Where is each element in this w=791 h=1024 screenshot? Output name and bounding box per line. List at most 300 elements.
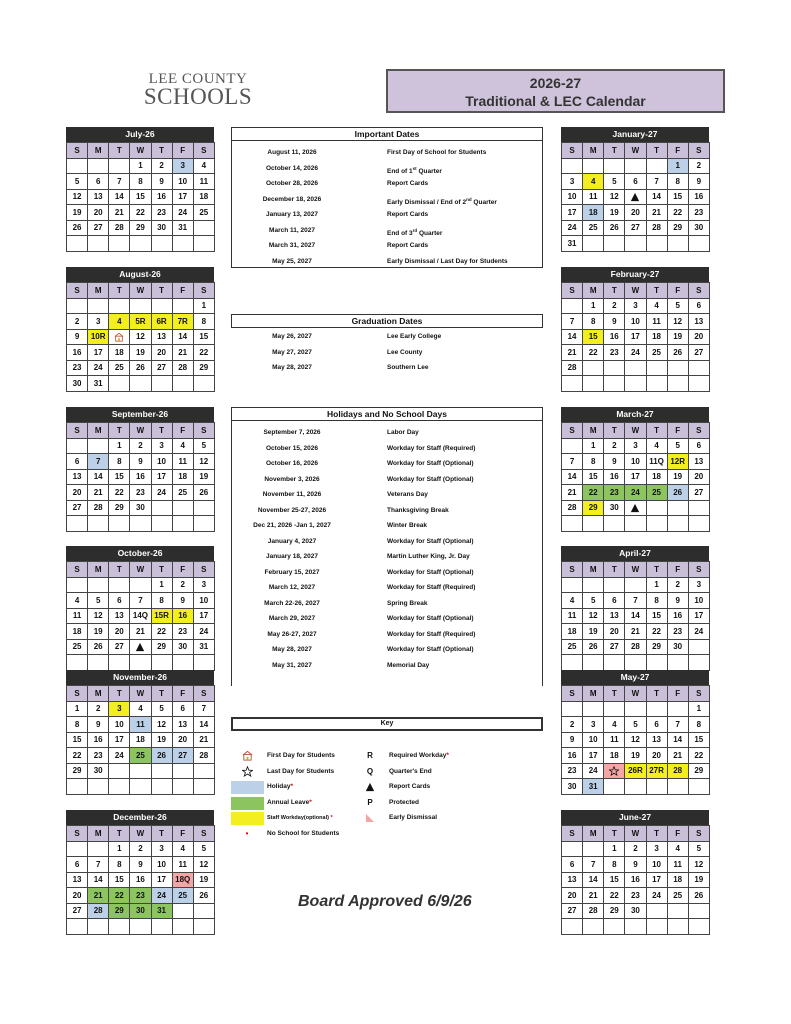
day-cell: 30 <box>88 763 109 779</box>
day-cell: 10 <box>625 314 646 330</box>
key-label-text: No School for Students <box>267 829 340 837</box>
day-cell: 13 <box>109 608 130 624</box>
day-cell <box>688 500 709 516</box>
weekday-label: M <box>583 283 604 299</box>
day-cell: 4 <box>130 701 151 717</box>
day-cell <box>583 158 604 174</box>
week-row <box>67 500 215 516</box>
day-cell: 24 <box>625 485 646 501</box>
day-cell: 26 <box>688 888 709 904</box>
day-cell: 12 <box>688 857 709 873</box>
ordinal-suffix: nd <box>466 196 472 202</box>
day-cell: 12 <box>604 189 625 205</box>
day-cell <box>646 919 667 935</box>
day-cell: 18 <box>646 469 667 485</box>
key-label-text: Protected <box>389 798 419 806</box>
weekday-label: M <box>88 826 109 842</box>
day-cell: 8 <box>688 717 709 733</box>
weekday-label: T <box>604 423 625 439</box>
day-cell: 20 <box>646 748 667 764</box>
red-dot-icon: • <box>245 828 249 838</box>
day-cell: 9 <box>688 174 709 190</box>
day-cell <box>667 236 688 252</box>
day-cell: 17 <box>625 469 646 485</box>
day-cell: 20 <box>625 205 646 221</box>
month-header: August-26 <box>66 267 214 282</box>
day-cell: 4 <box>172 841 193 857</box>
day-cell: 17 <box>151 872 172 888</box>
day-cell <box>172 655 193 671</box>
star-icon <box>609 766 619 775</box>
month-calendar-march-27 <box>561 407 709 532</box>
day-cell: 17 <box>646 872 667 888</box>
day-cell <box>130 919 151 935</box>
key-label-text: Early Dismissal <box>389 814 438 821</box>
date-text: January 18, 2027 <box>265 553 319 560</box>
weekday-label: T <box>151 143 172 159</box>
day-cell: 27 <box>109 639 130 655</box>
day-cell: 21 <box>562 345 583 361</box>
date-text: February 15, 2027 <box>264 568 320 576</box>
day-cell: 10 <box>193 593 214 609</box>
week-row <box>562 174 710 190</box>
day-cell <box>604 919 625 935</box>
key-label <box>389 781 430 793</box>
week-row <box>67 763 215 779</box>
date-row <box>231 240 543 252</box>
date-text: January 13, 2027 <box>265 211 319 218</box>
day-cell: 6R <box>151 314 172 330</box>
day-cell: 29 <box>688 763 709 779</box>
day-cell: 8 <box>583 454 604 470</box>
day-cell: 26 <box>193 485 214 501</box>
day-cell: 24 <box>109 748 130 764</box>
day-cell: 2 <box>130 438 151 454</box>
day-cell: 5 <box>193 841 214 857</box>
day-cell: 28 <box>646 220 667 236</box>
day-cell: 16 <box>172 608 193 624</box>
week-row <box>67 779 215 795</box>
day-cell <box>88 577 109 593</box>
event-suffix: Quarter <box>417 229 443 237</box>
key-label <box>267 797 312 809</box>
day-cell: 11Q <box>646 454 667 470</box>
weekday-row <box>67 686 215 702</box>
day-cell <box>130 655 151 671</box>
weekday-label: S <box>688 423 709 439</box>
day-cell: 22 <box>193 345 214 361</box>
day-cell <box>625 779 646 795</box>
day-cell: 16 <box>667 608 688 624</box>
day-cell: 29 <box>193 360 214 376</box>
date-row <box>231 582 543 594</box>
key-letter-symbol: Q <box>366 766 374 776</box>
month-header: December-26 <box>66 810 214 825</box>
day-cell <box>88 236 109 252</box>
event-label: Labor Day <box>387 429 419 436</box>
day-cell: 27 <box>562 903 583 919</box>
logo-line-1: LEE COUNTY <box>148 71 248 87</box>
date-row <box>231 489 543 501</box>
day-cell: 22 <box>67 748 88 764</box>
month-header: February-27 <box>561 267 709 282</box>
month-grid <box>66 561 215 671</box>
month-grid <box>561 825 710 935</box>
day-cell: 29 <box>67 763 88 779</box>
month-header: April-27 <box>561 546 709 561</box>
day-cell: 17 <box>151 469 172 485</box>
event-label: Veterans Day <box>387 491 428 498</box>
day-cell: 13 <box>604 608 625 624</box>
day-cell: 27 <box>151 360 172 376</box>
week-row <box>67 701 215 717</box>
day-cell: 23 <box>67 360 88 376</box>
day-cell <box>646 360 667 376</box>
weekday-label: T <box>604 283 625 299</box>
month-calendar-january-27 <box>561 127 709 252</box>
weekday-label: S <box>562 686 583 702</box>
day-cell <box>88 841 109 857</box>
day-cell <box>172 516 193 532</box>
day-cell <box>562 516 583 532</box>
weekday-label: W <box>625 283 646 299</box>
day-cell: 10 <box>151 857 172 873</box>
day-cell <box>688 360 709 376</box>
day-cell <box>604 577 625 593</box>
week-row <box>562 360 710 376</box>
day-cell: 1 <box>109 841 130 857</box>
day-cell: 10R <box>88 329 109 345</box>
day-cell: 1 <box>583 438 604 454</box>
day-cell <box>646 903 667 919</box>
day-cell <box>67 841 88 857</box>
month-grid <box>66 282 215 392</box>
day-cell <box>625 189 646 205</box>
event-label: End of 1 <box>387 167 413 175</box>
day-cell: 26 <box>88 639 109 655</box>
day-cell: 28 <box>172 360 193 376</box>
day-cell: 7 <box>583 857 604 873</box>
day-cell <box>67 919 88 935</box>
day-cell: 25 <box>109 360 130 376</box>
weekday-label: S <box>193 143 214 159</box>
calendar-subtitle: Traditional & LEC Calendar <box>465 93 646 109</box>
weekday-row <box>67 562 215 578</box>
day-cell: 1 <box>151 577 172 593</box>
day-cell: 30 <box>604 500 625 516</box>
event-label: First Day of School for Students <box>387 149 487 156</box>
day-cell <box>667 903 688 919</box>
date-row <box>231 474 543 486</box>
day-cell: 25 <box>193 205 214 221</box>
month-header: January-27 <box>561 127 709 142</box>
day-cell: 10 <box>646 857 667 873</box>
date-text: December 18, 2026 <box>262 195 322 203</box>
day-cell: 18 <box>193 189 214 205</box>
day-cell: 20 <box>67 485 88 501</box>
day-cell: 19 <box>583 624 604 640</box>
day-cell <box>109 516 130 532</box>
week-row <box>562 763 710 779</box>
day-cell: 8 <box>151 593 172 609</box>
day-cell: 16 <box>151 189 172 205</box>
day-cell <box>88 438 109 454</box>
day-cell <box>625 701 646 717</box>
weekday-label: M <box>88 686 109 702</box>
week-row <box>67 376 215 392</box>
day-cell: 5 <box>67 174 88 190</box>
yellow-swatch <box>231 812 264 825</box>
day-cell: 9 <box>88 717 109 733</box>
day-cell: 14 <box>667 732 688 748</box>
date-row <box>231 629 543 641</box>
day-cell: 27 <box>88 220 109 236</box>
day-cell: 31 <box>562 236 583 252</box>
date-row <box>231 163 543 175</box>
day-cell: 9 <box>625 857 646 873</box>
week-row <box>67 748 215 764</box>
day-cell: 31 <box>88 376 109 392</box>
week-row <box>562 857 710 873</box>
weekday-label: W <box>625 562 646 578</box>
day-cell: 6 <box>688 298 709 314</box>
day-cell: 4 <box>172 438 193 454</box>
key-header: Key <box>231 717 543 731</box>
day-cell <box>193 903 214 919</box>
day-cell: 19 <box>193 872 214 888</box>
day-cell: 5 <box>667 298 688 314</box>
day-cell: 30 <box>688 220 709 236</box>
weekday-row <box>562 283 710 299</box>
day-cell: 10 <box>583 732 604 748</box>
event-text <box>387 629 543 641</box>
date-text: November 3, 2026 <box>264 475 320 483</box>
day-cell <box>151 763 172 779</box>
day-cell: 3 <box>625 438 646 454</box>
month-grid <box>66 142 215 252</box>
day-cell: 12 <box>193 454 214 470</box>
day-cell <box>172 763 193 779</box>
day-cell <box>625 376 646 392</box>
day-cell: 28 <box>88 500 109 516</box>
week-row <box>67 624 215 640</box>
event-text <box>387 520 543 532</box>
event-text <box>387 505 543 517</box>
day-cell: 9 <box>151 174 172 190</box>
day-cell: 7 <box>130 593 151 609</box>
key-label <box>267 766 334 778</box>
key-label-text: Staff Workday(optional) <box>267 815 329 821</box>
event-label: Southern Lee <box>387 364 429 371</box>
event-text <box>387 147 543 159</box>
day-cell: 6 <box>688 438 709 454</box>
date-text: September 7, 2026 <box>263 429 321 436</box>
day-cell: 15 <box>583 469 604 485</box>
day-cell <box>583 236 604 252</box>
event-label: Workday for Staff (Required) <box>387 584 476 591</box>
month-calendar-october-26 <box>66 546 214 671</box>
event-label: Workday for Staff (Optional) <box>387 537 474 545</box>
day-cell <box>604 779 625 795</box>
day-cell: 11 <box>172 454 193 470</box>
day-cell: 23 <box>151 205 172 221</box>
day-cell: 5 <box>193 438 214 454</box>
day-cell <box>88 516 109 532</box>
month-calendar-november-26 <box>66 670 214 795</box>
weekday-label: W <box>130 283 151 299</box>
date-text: May 28, 2027 <box>272 646 312 653</box>
day-cell: 29 <box>583 500 604 516</box>
day-cell: 14 <box>193 717 214 733</box>
weekday-label: W <box>625 826 646 842</box>
weekday-row <box>67 283 215 299</box>
event-label: Spring Break <box>387 599 428 607</box>
day-cell <box>667 779 688 795</box>
day-cell: 22 <box>130 205 151 221</box>
key-letter-symbol: R <box>367 751 373 760</box>
day-cell: 18 <box>583 205 604 221</box>
week-row <box>67 360 215 376</box>
weekday-label: S <box>562 423 583 439</box>
key-label <box>267 750 335 762</box>
day-cell: 5R <box>130 314 151 330</box>
day-cell: 3 <box>193 577 214 593</box>
day-cell <box>646 376 667 392</box>
day-cell <box>688 779 709 795</box>
day-cell <box>625 919 646 935</box>
month-calendar-august-26 <box>66 267 214 392</box>
week-row <box>562 701 710 717</box>
day-cell <box>109 329 130 345</box>
day-cell: 27 <box>172 748 193 764</box>
event-label: Martin Luther King, Jr. Day <box>387 553 470 560</box>
weekday-label: S <box>688 562 709 578</box>
day-cell <box>604 158 625 174</box>
date-text: May 26-27, 2027 <box>267 630 317 638</box>
day-cell <box>172 236 193 252</box>
week-row <box>562 345 710 361</box>
day-cell: 7 <box>109 174 130 190</box>
day-cell: 14 <box>562 329 583 345</box>
day-cell: 17 <box>109 732 130 748</box>
day-cell: 25 <box>562 639 583 655</box>
month-header: September-26 <box>66 407 214 422</box>
day-cell <box>646 701 667 717</box>
weekday-row <box>67 826 215 842</box>
day-cell: 26 <box>583 639 604 655</box>
date-text: October 16, 2026 <box>265 460 319 467</box>
day-cell: 20 <box>688 469 709 485</box>
month-calendar-may-27 <box>561 670 709 795</box>
day-cell <box>604 376 625 392</box>
day-cell <box>151 376 172 392</box>
day-cell <box>109 577 130 593</box>
day-cell: 8 <box>646 593 667 609</box>
weekday-label: F <box>667 562 688 578</box>
day-cell: 22 <box>583 485 604 501</box>
day-cell: 12 <box>88 608 109 624</box>
day-cell: 25 <box>646 485 667 501</box>
day-cell <box>625 516 646 532</box>
day-cell: 24 <box>562 220 583 236</box>
day-cell: 7 <box>625 593 646 609</box>
day-cell: 12 <box>583 608 604 624</box>
day-cell: 28 <box>583 903 604 919</box>
day-cell <box>625 236 646 252</box>
day-cell: 30 <box>625 903 646 919</box>
week-row <box>562 577 710 593</box>
ordinal-suffix: st <box>412 165 417 171</box>
day-cell: 20 <box>172 732 193 748</box>
event-text <box>387 644 543 656</box>
day-cell: 12R <box>667 454 688 470</box>
weekday-label: S <box>688 143 709 159</box>
date-row <box>231 458 543 470</box>
weekday-label: M <box>583 423 604 439</box>
date-row <box>231 536 543 548</box>
week-row <box>67 655 215 671</box>
day-cell: 24 <box>88 360 109 376</box>
event-text <box>387 209 543 221</box>
day-cell <box>109 763 130 779</box>
day-cell: 2 <box>667 577 688 593</box>
month-calendar-december-26 <box>66 810 214 935</box>
weekday-label: T <box>151 423 172 439</box>
day-cell: 4 <box>193 158 214 174</box>
day-cell <box>193 919 214 935</box>
day-cell: 13 <box>67 469 88 485</box>
day-cell <box>67 236 88 252</box>
week-row <box>562 298 710 314</box>
day-cell <box>193 376 214 392</box>
day-cell <box>667 516 688 532</box>
day-cell <box>583 577 604 593</box>
weekday-label: S <box>67 562 88 578</box>
date-text: November 25-27, 2026 <box>257 506 327 514</box>
important-dates-header: Important Dates <box>231 127 543 141</box>
month-header: July-26 <box>66 127 214 142</box>
day-cell: 11 <box>172 857 193 873</box>
month-calendar-september-26 <box>66 407 214 532</box>
required-asterisk: * <box>309 798 312 806</box>
event-text <box>387 489 543 501</box>
weekday-row <box>562 562 710 578</box>
day-cell <box>151 500 172 516</box>
day-cell: 23 <box>130 485 151 501</box>
event-text <box>387 178 543 190</box>
week-row <box>67 608 215 624</box>
event-text <box>387 194 543 209</box>
day-cell: 7R <box>172 314 193 330</box>
day-cell <box>88 779 109 795</box>
weekday-label: M <box>583 562 604 578</box>
week-row <box>67 205 215 221</box>
day-cell: 4 <box>646 438 667 454</box>
weekday-label: W <box>130 826 151 842</box>
day-cell: 13 <box>688 314 709 330</box>
day-cell: 23 <box>625 888 646 904</box>
day-cell <box>109 298 130 314</box>
event-label: Winter Break <box>387 522 428 529</box>
weekday-label: F <box>667 283 688 299</box>
day-cell: 4 <box>67 593 88 609</box>
day-cell <box>688 903 709 919</box>
day-cell <box>625 577 646 593</box>
weekday-label: S <box>193 686 214 702</box>
day-cell: 21 <box>667 748 688 764</box>
weekday-label: F <box>667 423 688 439</box>
day-cell: 5 <box>625 717 646 733</box>
